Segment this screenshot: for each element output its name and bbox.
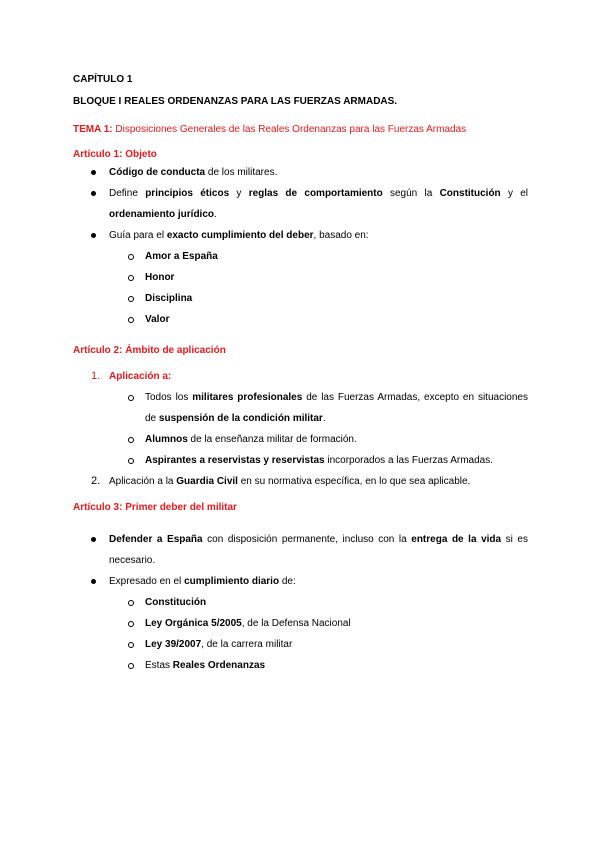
bullet-circle-icon bbox=[128, 275, 134, 281]
tema-label: TEMA 1: bbox=[73, 124, 113, 135]
article-2-sub-alumnos: Alumnos de la enseñanza militar de formación. bbox=[73, 429, 528, 450]
bullet-circle-icon bbox=[128, 317, 134, 323]
bullet-circle-icon bbox=[128, 663, 134, 669]
article-3-heading: Artículo 3: Primer deber del militar bbox=[73, 502, 237, 513]
article-2-item-1: 1. Aplicación a: bbox=[91, 370, 172, 382]
article-1-heading: Artículo 1: Objeto bbox=[73, 149, 157, 160]
norm-item: Ley Orgánica 5/2005, de la Defensa Nacional bbox=[73, 613, 528, 634]
article-3-bullet-defender: Defender a España con disposición permanente, incluso con la entrega de la vida si es necesario. bbox=[73, 529, 528, 571]
value-item: Disciplina bbox=[73, 288, 528, 309]
value-item: Honor bbox=[73, 267, 528, 288]
article-2-heading: Artículo 2: Ámbito de aplicación bbox=[73, 345, 226, 356]
bullet-dot-icon bbox=[91, 579, 96, 584]
bullet-circle-icon bbox=[128, 621, 134, 627]
bullet-dot-icon bbox=[91, 233, 96, 238]
bullet-circle-icon bbox=[128, 395, 134, 401]
norm-item: Ley 39/2007, de la carrera militar bbox=[73, 634, 528, 655]
article-2-sub-aspirantes: Aspirantes a reservistas y reservistas incorporados a las Fuerzas Armadas. bbox=[73, 450, 528, 471]
bullet-dot-icon bbox=[91, 191, 96, 196]
bullet-circle-icon bbox=[128, 437, 134, 443]
chapter-title: CAPÍTULO 1 bbox=[73, 74, 133, 85]
bullet-circle-icon bbox=[128, 642, 134, 648]
value-item: Amor a España bbox=[73, 246, 528, 267]
article-1-list bbox=[73, 162, 528, 330]
norm-item: Estas Reales Ordenanzas bbox=[73, 655, 528, 676]
article-2-list bbox=[73, 366, 528, 492]
tema-heading bbox=[73, 123, 528, 139]
bullet-circle-icon bbox=[128, 458, 134, 464]
article-2-item-2: 2. Aplicación a la Guardia Civil en su normativa específica, en lo que sea aplicable. bbox=[91, 475, 471, 487]
bullet-circle-icon bbox=[128, 600, 134, 606]
value-item: Valor bbox=[73, 309, 528, 330]
bullet-dot-icon bbox=[91, 170, 96, 175]
tema-title: Disposiciones Generales de las Reales Ordenanzas para las Fuerzas Armadas bbox=[112, 124, 467, 135]
article-1-bullet-guia: Guía para el exacto cumplimiento del deber, basado en: bbox=[73, 225, 528, 246]
bullet-circle-icon bbox=[128, 296, 134, 302]
article-3-bullet-expresado: Expresado en el cumplimiento diario de: bbox=[73, 571, 528, 592]
article-1-bullet-define: Define principios éticos y reglas de comportamiento según la Constitución y el ordenamiento jurídico. bbox=[73, 183, 528, 225]
article-2-sub-militares: Todos los militares profesionales de las Fuerzas Armadas, excepto en situaciones de suspensión de la condición militar. bbox=[73, 387, 528, 429]
block-title: BLOQUE I REALES ORDENANZAS PARA LAS FUERZAS ARMADAS. bbox=[73, 96, 398, 107]
article-1-bullet-conducta: Código de conducta de los militares. bbox=[73, 162, 528, 183]
article-3-list bbox=[73, 529, 528, 676]
bullet-dot-icon bbox=[91, 537, 96, 542]
bullet-circle-icon bbox=[128, 254, 134, 260]
norm-item: Constitución bbox=[73, 592, 528, 613]
